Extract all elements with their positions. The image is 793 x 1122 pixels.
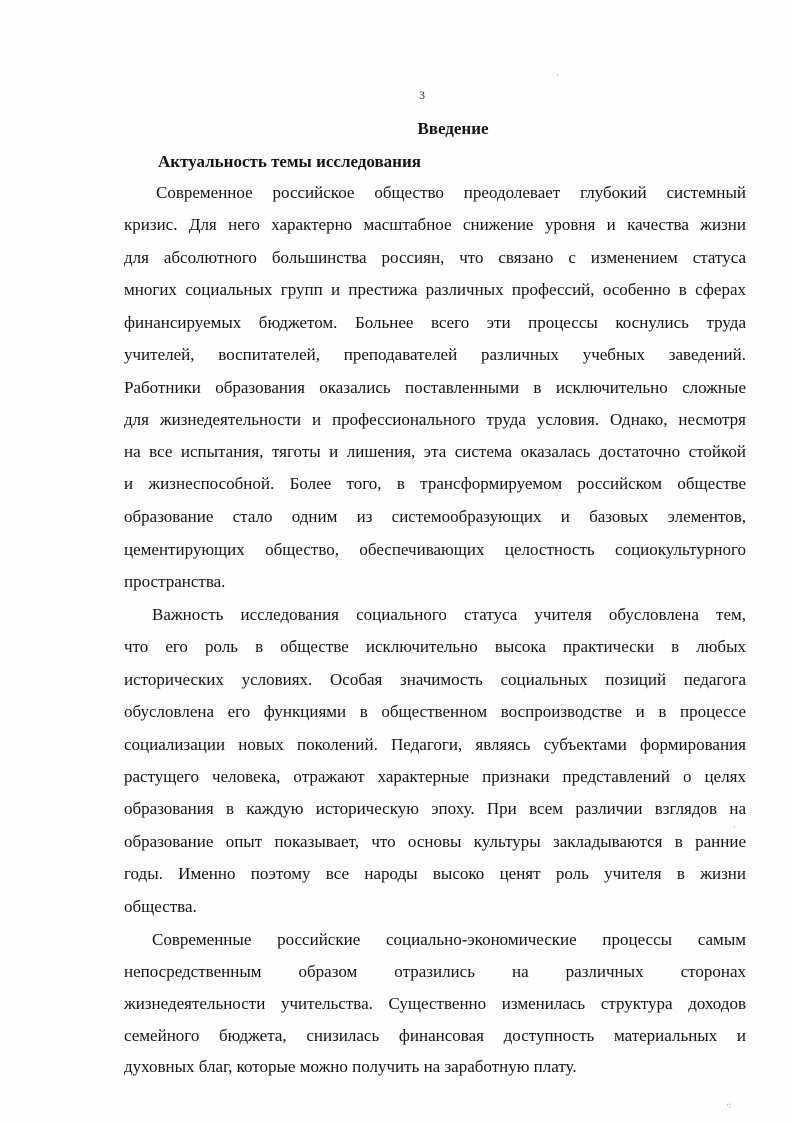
paragraph-line: на все испытания, тяготы и лишения, эта система оказалась достаточно стойкой	[124, 442, 746, 461]
paragraph-line: обусловлена его функциями в общественном воспроизводстве и в процессе	[124, 702, 746, 721]
paragraph-line: финансируемых бюджетом. Больнее всего эти процессы коснулись труда	[124, 313, 746, 332]
paragraph-line: Важность исследования социального статуса учителя обусловлена тем,	[152, 605, 746, 624]
paragraph-line: учителей, воспитателей, преподавателей различных учебных заведений.	[124, 345, 746, 364]
paragraph-line: и жизнеспособной. Более того, в трансформируемом российском обществе	[124, 474, 746, 493]
paragraph-line: образование опыт показывает, что основы культуры закладываются в ранние	[124, 832, 746, 851]
scan-artifact: ·:	[726, 1100, 732, 1110]
paragraph-line: Современные российские социально-экономические процессы самым	[152, 930, 746, 949]
paragraph-line: многих социальных групп и престижа различных профессий, особенно в сферах	[124, 280, 746, 299]
section-heading: Введение	[417, 119, 489, 138]
paragraph-line: растущего человека, отражают характерные признаки представлений о целях	[124, 767, 746, 786]
scan-artifact: ·	[556, 70, 559, 80]
paragraph-line: что его роль в обществе исключительно высока практически в любых	[124, 637, 746, 656]
page-number: 3	[419, 88, 425, 102]
paragraph-line: семейного бюджета, снизилась финансовая доступность материальных и	[124, 1026, 746, 1045]
paragraph-line: социализации новых поколений. Педагоги, являясь субъектами формирования	[124, 735, 746, 754]
paragraph-line: годы. Именно поэтому все народы высоко ценят роль учителя в жизни	[124, 864, 746, 883]
paragraph-line: образование стало одним из системообразующих и базовых элементов,	[124, 507, 746, 526]
paragraph-line: образования в каждую историческую эпоху. При всем различии взглядов на	[124, 799, 746, 818]
paragraph-line: Работники образования оказались поставленными в исключительно сложные	[124, 378, 746, 397]
paragraph-line: пространства.	[124, 572, 226, 591]
paragraph-line: для жизнедеятельности и профессионального труда условия. Однако, несмотря	[124, 410, 746, 429]
paragraph-line: для абсолютного большинства россиян, что связано с изменением статуса	[124, 248, 746, 267]
subsection-heading: Актуальность темы исследования	[158, 152, 421, 171]
paragraph-line: Современное российское общество преодолевает глубокий системный	[156, 183, 746, 202]
paragraph-line: цементирующих общество, обеспечивающих целостность социокультурного	[124, 540, 746, 559]
paragraph-line: непосредственным образом отразились на различных сторонах	[124, 962, 746, 981]
paragraph-line: общества.	[124, 897, 197, 916]
paragraph-line: жизнедеятельности учительства. Существенно изменилась структура доходов	[124, 994, 746, 1013]
scan-artifact: ·	[733, 822, 736, 832]
paragraph-line: кризис. Для него характерно масштабное снижение уровня и качества жизни	[124, 215, 746, 234]
paragraph-line: духовных благ, которые можно получить на заработную плату.	[124, 1057, 577, 1076]
paragraph-line: исторических условиях. Особая значимость социальных позиций педагога	[124, 670, 746, 689]
